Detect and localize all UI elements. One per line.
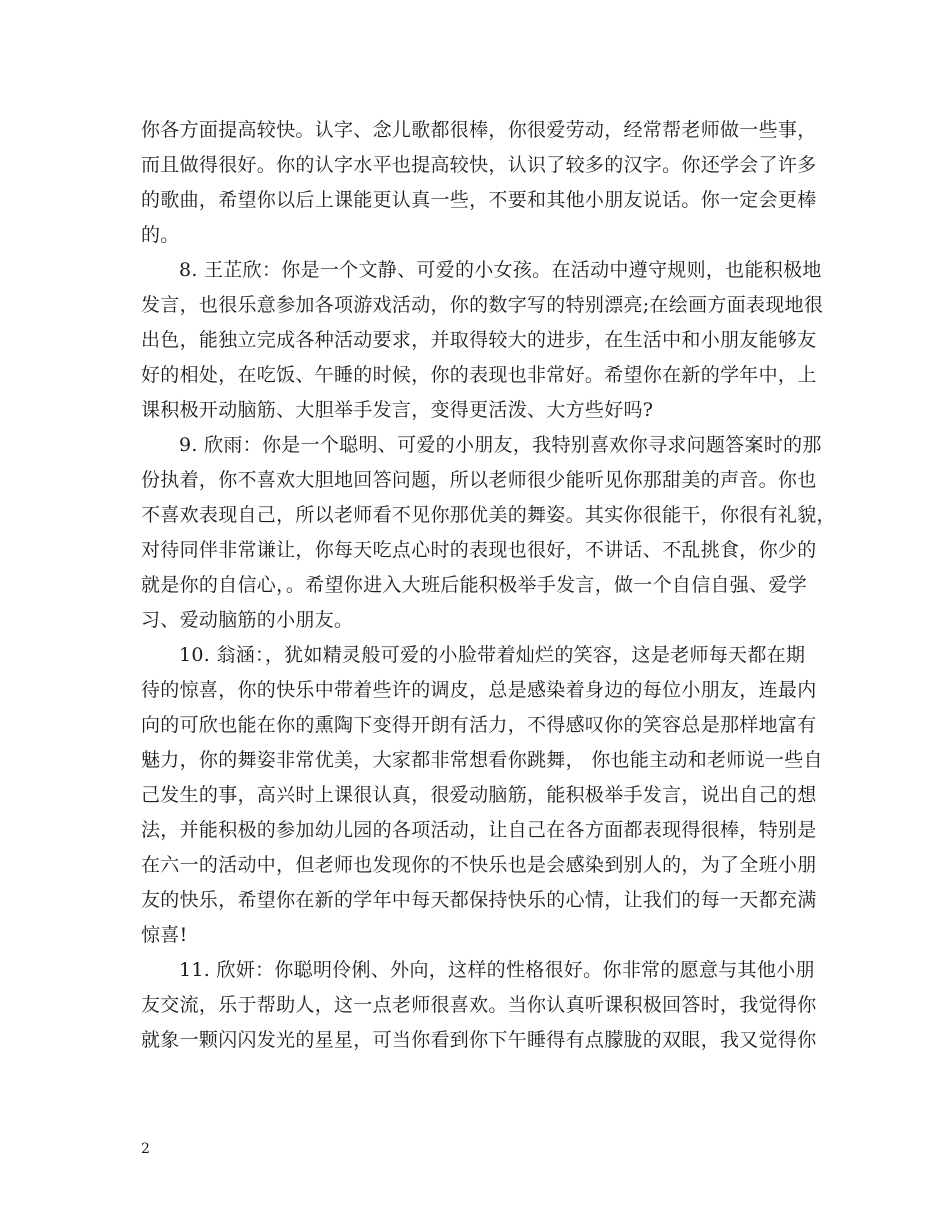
text-line: 友的快乐，希望你在新的学年中每天都保持快乐的心情，让我们的每一天都充满 — [141, 889, 817, 911]
text-line: 在六一的活动中，但老师也发现你的不快乐也是会感染到别人的，为了全班小朋 — [141, 854, 817, 876]
text-line: 待的惊喜，你的快乐中带着些许的调皮，总是感染着身边的每位小朋友，连最内 — [141, 679, 817, 701]
text-line: 惊喜! — [141, 924, 188, 946]
text-line: 8. 王芷欣：你是一个文静、可爱的小女孩。在活动中遵守规则，也能积极地 — [179, 259, 822, 281]
text-line: 的。 — [141, 224, 180, 246]
text-line: 10. 翁涵：，犹如精灵般可爱的小脸带着灿烂的笑容，这是老师每天都在期 — [179, 644, 806, 666]
text-line: 好的相处，在吃饭、午睡的时候，你的表现也非常好。希望你在新的学年中，上 — [141, 364, 817, 386]
text-line: 就是你的自信心，。希望你进入大班后能积极举手发言，做一个自信自强、爱学 — [141, 574, 808, 596]
text-line: 你各方面提高较快。认字、念儿歌都很棒，你很爱劳动，经常帮老师做一些事， — [141, 119, 817, 141]
text-line: 课积极开动脑筋、大胆举手发言，变得更活泼、大方些好吗? — [141, 399, 654, 421]
text-line: 己发生的事，高兴时上课很认真，很爱动脑筋，能积极举手发言，说出自己的想 — [141, 784, 817, 806]
text-line: 发言，也很乐意参加各项游戏活动，你的数字写的特别漂亮;在绘画方面表现地很 — [141, 294, 824, 316]
text-line: 法，并能积极的参加幼儿园的各项活动，让自己在各方面都表现得很棒，特别是 — [141, 819, 817, 841]
text-line: 就象一颗闪闪发光的星星，可当你看到你下午睡得有点朦胧的双眼，我又觉得你 — [141, 1029, 817, 1051]
text-line: 而且做得很好。你的认字水平也提高较快，认识了较多的汉字。你还学会了许多 — [141, 154, 817, 176]
text-line: 习、爱动脑筋的小朋友。 — [141, 609, 354, 631]
text-line: 对待同伴非常谦让，你每天吃点心时的表现也很好，不讲话、不乱挑食，你少的 — [141, 539, 817, 561]
text-line: 9. 欣雨：你是一个聪明、可爱的小朋友，我特别喜欢你寻求问题答案时的那 — [179, 434, 822, 456]
page-number: 2 — [141, 1141, 150, 1157]
text-line: 11. 欣妍：你聪明伶俐、外向，这样的性格很好。你非常的愿意与其他小朋 — [179, 959, 815, 981]
text-line: 魅力，你的舞姿非常优美，大家都非常想看你跳舞， 你也能主动和老师说一些自 — [141, 749, 823, 771]
text-line: 出色，能独立完成各种活动要求，并取得较大的进步，在生活中和小朋友能够友 — [141, 329, 817, 351]
text-line: 份执着，你不喜欢大胆地回答问题，所以老师很少能听见你那甜美的声音。你也 — [141, 469, 817, 491]
text-line: 向的可欣也能在你的熏陶下变得开朗有活力，不得感叹你的笑容总是那样地富有 — [141, 714, 817, 736]
text-line: 的歌曲，希望你以后上课能更认真一些，不要和其他小朋友说话。你一定会更棒 — [141, 189, 817, 211]
text-line: 友交流，乐于帮助人，这一点老师很喜欢。当你认真听课积极回答时，我觉得你 — [141, 994, 817, 1016]
text-line: 不喜欢表现自己，所以老师看不见你那优美的舞姿。其实你很能干，你很有礼貌， — [141, 504, 836, 526]
